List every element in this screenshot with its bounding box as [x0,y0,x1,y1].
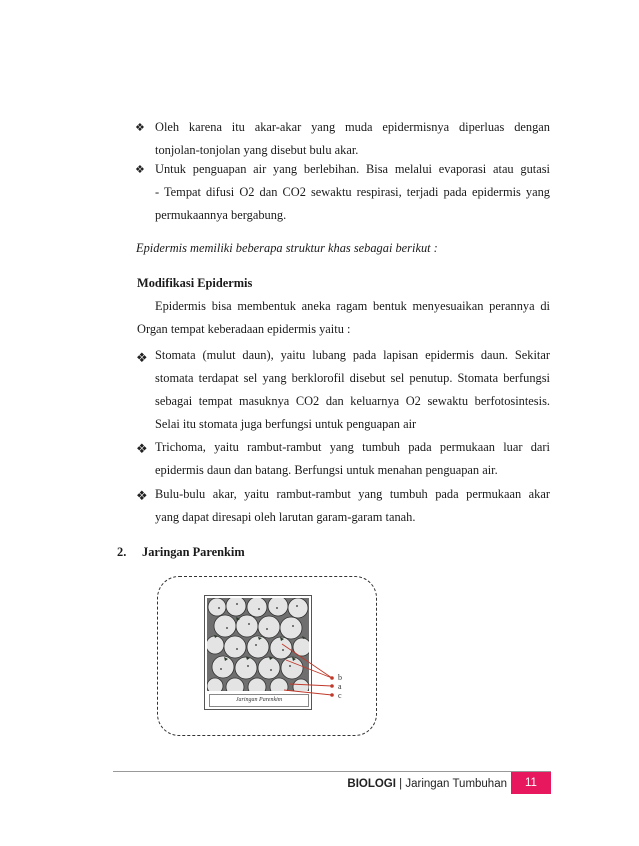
bullet-line: Oleh karena itu akar-akar yang muda epidermisnya diperluas dengan [155,120,550,134]
diamond-bullet-icon: ❖ [135,122,145,134]
bullet-line: yang dapat diresapi oleh larutan garam-garam tanah. [155,510,416,524]
footer-separator: | [395,778,406,790]
diamond-bullet-icon: ❖ [136,350,148,365]
bullet-line: sebagai tempat masuknya CO2 dan keluarnya O2 sewaktu berfotosintesis. [155,394,550,408]
figure-label-b: b [338,673,342,682]
figure-caption: Jaringan Parenkim [209,694,309,707]
section-number: 2. [117,545,127,559]
diamond-bullet-icon: ❖ [135,164,145,176]
figure-label-a: a [338,682,342,691]
bullet-line: tonjolan-tonjolan yang disebut bulu akar. [155,143,359,157]
bullet-line: permukaannya bergabung. [155,208,287,222]
bullet-line: Untuk penguapan air yang berlebihan. Bisa melalui evaporasi atau gutasi [155,162,550,176]
diamond-bullet-icon: ❖ [136,488,148,503]
footer-rule [113,771,551,772]
bullet-line: Trichoma, yaitu rambut-rambut yang tumbuh pada permukaan luar dari [155,440,550,454]
intro-italic-text: Epidermis memiliki beberapa struktur khas sebagai berikut : [136,241,438,255]
bullet-line: epidermis daun dan batang. Berfungsi untuk menahan penguapan air. [155,463,498,477]
bullet-line: Bulu-bulu akar, yaitu rambut-rambut yang tumbuh pada permukaan akar [155,487,550,501]
section-heading: Modifikasi Epidermis [137,276,253,290]
page-number-badge: 11 [511,772,551,794]
bullet-line: stomata terdapat sel yang berklorofil disebut sel penutup. Stomata berfungsi [155,371,550,385]
diamond-bullet-icon: ❖ [136,441,148,456]
footer-running-title [300,778,507,790]
footer-subject: BIOLOGI [347,778,396,790]
figure-pointer-lines [280,640,360,700]
bullet-line: Stomata (mulut daun), yaitu lubang pada lapisan epidermis daun. Sekitar [155,348,550,362]
figure-label-c: c [338,691,342,700]
section-heading-parenkim: Jaringan Parenkim [142,545,245,559]
section-para-line: Organ tempat keberadaan epidermis yaitu : [137,322,351,336]
footer-chapter: Jaringan Tumbuhan [405,778,507,790]
bullet-line: - Tempat difusi O2 dan CO2 sewaktu respirasi, terjadi pada epidermis yang [155,185,550,199]
bullet-line: Selai itu stomata juga berfungsi untuk penguapan air [155,417,417,431]
section-para-line: Epidermis bisa membentuk aneka ragam bentuk menyesuaikan perannya di [155,299,550,313]
